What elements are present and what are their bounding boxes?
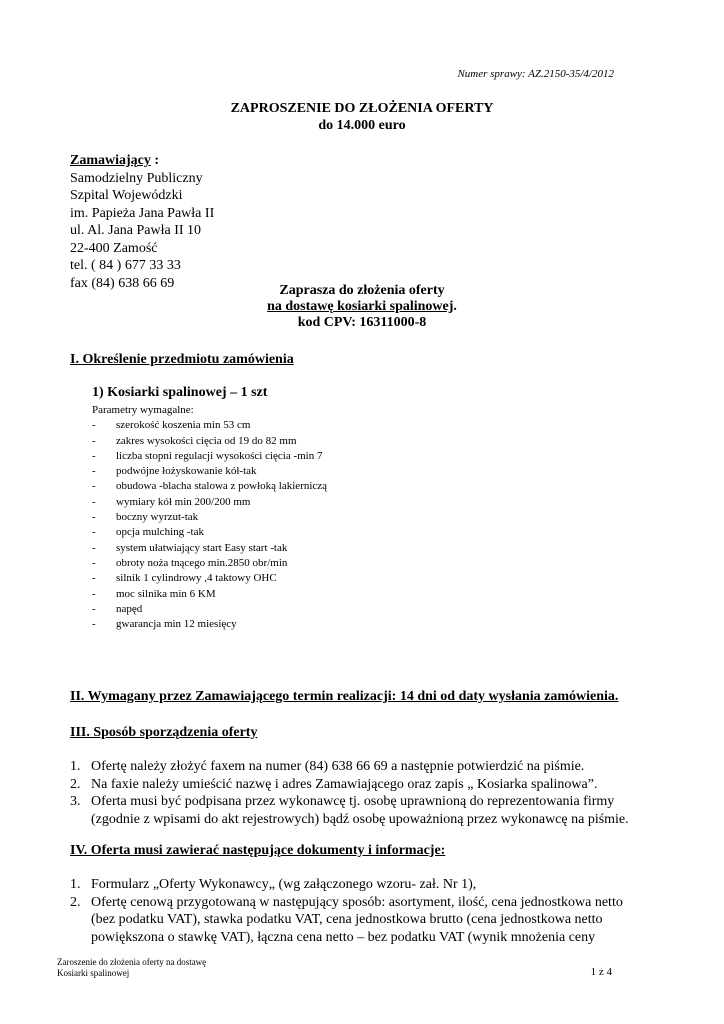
parameter-text: system ułatwiający start Easy start -tak [116,541,288,554]
parameter-item [92,434,327,449]
list-dash: - [92,480,96,493]
list-dash: - [92,449,96,462]
list-dash: - [92,434,96,447]
list-number: 3. [70,794,81,809]
list-item-line: Formularz „Oferty Wykonawcy„ (wg załączonego wzoru- zał. Nr 1), [91,877,477,892]
parameter-text: zakres wysokości cięcia od 19 do 82 mm [116,434,297,447]
parameter-text: szerokość koszenia min 53 cm [116,419,251,432]
invitation-line2: na dostawę kosiarki spalinowej [267,299,454,314]
page-footer [57,957,206,979]
parameter-item [92,510,327,525]
parameter-text: napęd [116,602,143,615]
parameter-item [92,449,327,464]
parameter-item [92,525,327,540]
parameter-item [92,556,327,571]
invitation-block [0,283,724,331]
document-subtitle: do 14.000 euro [318,118,406,133]
document-title: ZAPROSZENIE DO ZŁOŻENIA OFERTY [230,101,494,116]
parameter-item [92,602,327,617]
list-number: 1. [70,759,81,774]
parameter-text: gwarancja min 12 miesięcy [116,618,237,631]
parameter-text: wymiary kół min 200/200 mm [116,495,251,508]
list-item [70,776,629,794]
invitation-line2-row [0,299,724,315]
footer-line2: Kosiarki spalinowej [57,968,130,978]
parameter-item [92,571,327,586]
parameter-text: opcja mulching -tak [116,526,204,539]
parameter-item [92,418,327,433]
list-item-line: Oferta musi być podpisana przez wykonawcę tj. osobę uprawnioną do reprezentowania firmy [91,794,615,809]
parameter-text: boczny wyrzut-tak [116,511,199,524]
list-number: 2. [70,776,81,792]
parameter-item [92,495,327,510]
section-1-heading: I. Określenie przedmiotu zamówienia [70,352,294,367]
item-heading: 1) Kosiarki spalinowej – 1 szt [92,385,268,400]
list-number: 2. [70,894,81,910]
parameter-text: liczba stopni regulacji wysokości cięcia -min 7 [116,449,323,462]
list-item-line: Ofertę cenową przygotowaną w następujący sposób: asortyment, ilość, cena jednostkowa netto [91,894,623,910]
parameter-text: obudowa -blacha stalowa z powłoką lakierniczą [116,480,328,493]
list-dash: - [92,526,96,539]
list-dash: - [92,618,96,631]
parameters-list [92,403,327,632]
parameter-text: obroty noża tnącego min.2850 obr/min [116,556,288,569]
parameter-item [92,479,327,494]
buyer-address-line: Szpital Wojewódzki [70,188,183,203]
parameter-item [92,587,327,602]
buyer-address-line: 22-400 Zamość [70,240,158,256]
list-number: 1. [70,877,81,892]
parameter-item [92,541,327,556]
buyer-address-line: fax (84) 638 66 69 [70,275,175,291]
list-dash: - [92,419,96,432]
buyer-address-line: im. Papieża Jana Pawła II [70,205,215,221]
list-item-line: Na faxie należy umieścić nazwę i adres Zamawiającego oraz zapis „ Kosiarka spalinowa”. [91,776,598,792]
list-dash: - [92,511,96,524]
list-dash: - [92,572,96,585]
list-dash: - [92,465,96,478]
section-3-heading: III. Sposób sporządzenia oferty [70,725,258,740]
section-3-list [70,758,629,828]
list-item [70,758,629,776]
buyer-block [70,152,214,292]
case-number: Numer sprawy: AZ.2150-35/4/2012 [457,68,614,80]
buyer-label-suffix: : [150,153,160,168]
invitation-line1: Zaprasza do złożenia oferty [279,283,445,298]
section-4-list [70,876,623,946]
list-dash: - [92,602,96,615]
list-dash: - [92,587,96,600]
list-item-line: (zgodnie z wpisami do akt rejestrowych) bądź osobę upoważnioną przez wykonawcę na piśmie. [91,811,629,827]
buyer-address-line: ul. Al. Jana Pawła II 10 [70,223,202,238]
section-2-heading: II. Wymagany przez Zamawiającego termin realizacji: 14 dni od daty wysłania zamówienia. [70,689,619,704]
page-number: 1 z 4 [590,966,612,978]
parameter-item [92,617,327,632]
buyer-label: Zamawiający [70,153,151,168]
section-4-heading: IV. Oferta musi zawierać następujące dokumenty i informacje: [70,843,446,858]
footer-line1: Zaroszenie do złożenia oferty na dostawę [57,957,207,967]
parameter-text: podwójne łożyskowanie kół-tak [116,465,257,478]
cpv-code: kod CPV: 16311000-8 [297,315,427,330]
list-item-line: powiększona o stawkę VAT), łączna cena netto – bez podatku VAT (wynik mnożenia ceny [91,929,596,945]
invitation-line2-suffix: . [453,299,457,314]
list-item-line: Ofertę należy złożyć faxem na numer (84) 638 66 69 a następnie potwierdzić na piśmie. [91,759,585,774]
buyer-address [70,170,214,293]
list-item-line: (bez podatku VAT), stawka podatku VAT, cena jednostkowa brutto (cena jednostkowa netto [91,912,603,927]
parameter-text: moc silnika min 6 KM [116,587,216,600]
list-item [70,793,629,828]
buyer-address-line: Samodzielny Publiczny [70,170,203,186]
parameter-text: silnik 1 cylindrowy ,4 taktowy OHC [116,572,277,585]
parameter-item [92,464,327,479]
list-item [70,876,623,894]
list-dash: - [92,556,96,569]
list-item [70,894,623,947]
parameters-heading: Parametry wymagalne: [92,404,194,416]
buyer-address-line: tel. ( 84 ) 677 33 33 [70,258,181,273]
list-dash: - [92,495,96,508]
list-dash: - [92,541,96,554]
buyer-label-line [70,152,214,170]
